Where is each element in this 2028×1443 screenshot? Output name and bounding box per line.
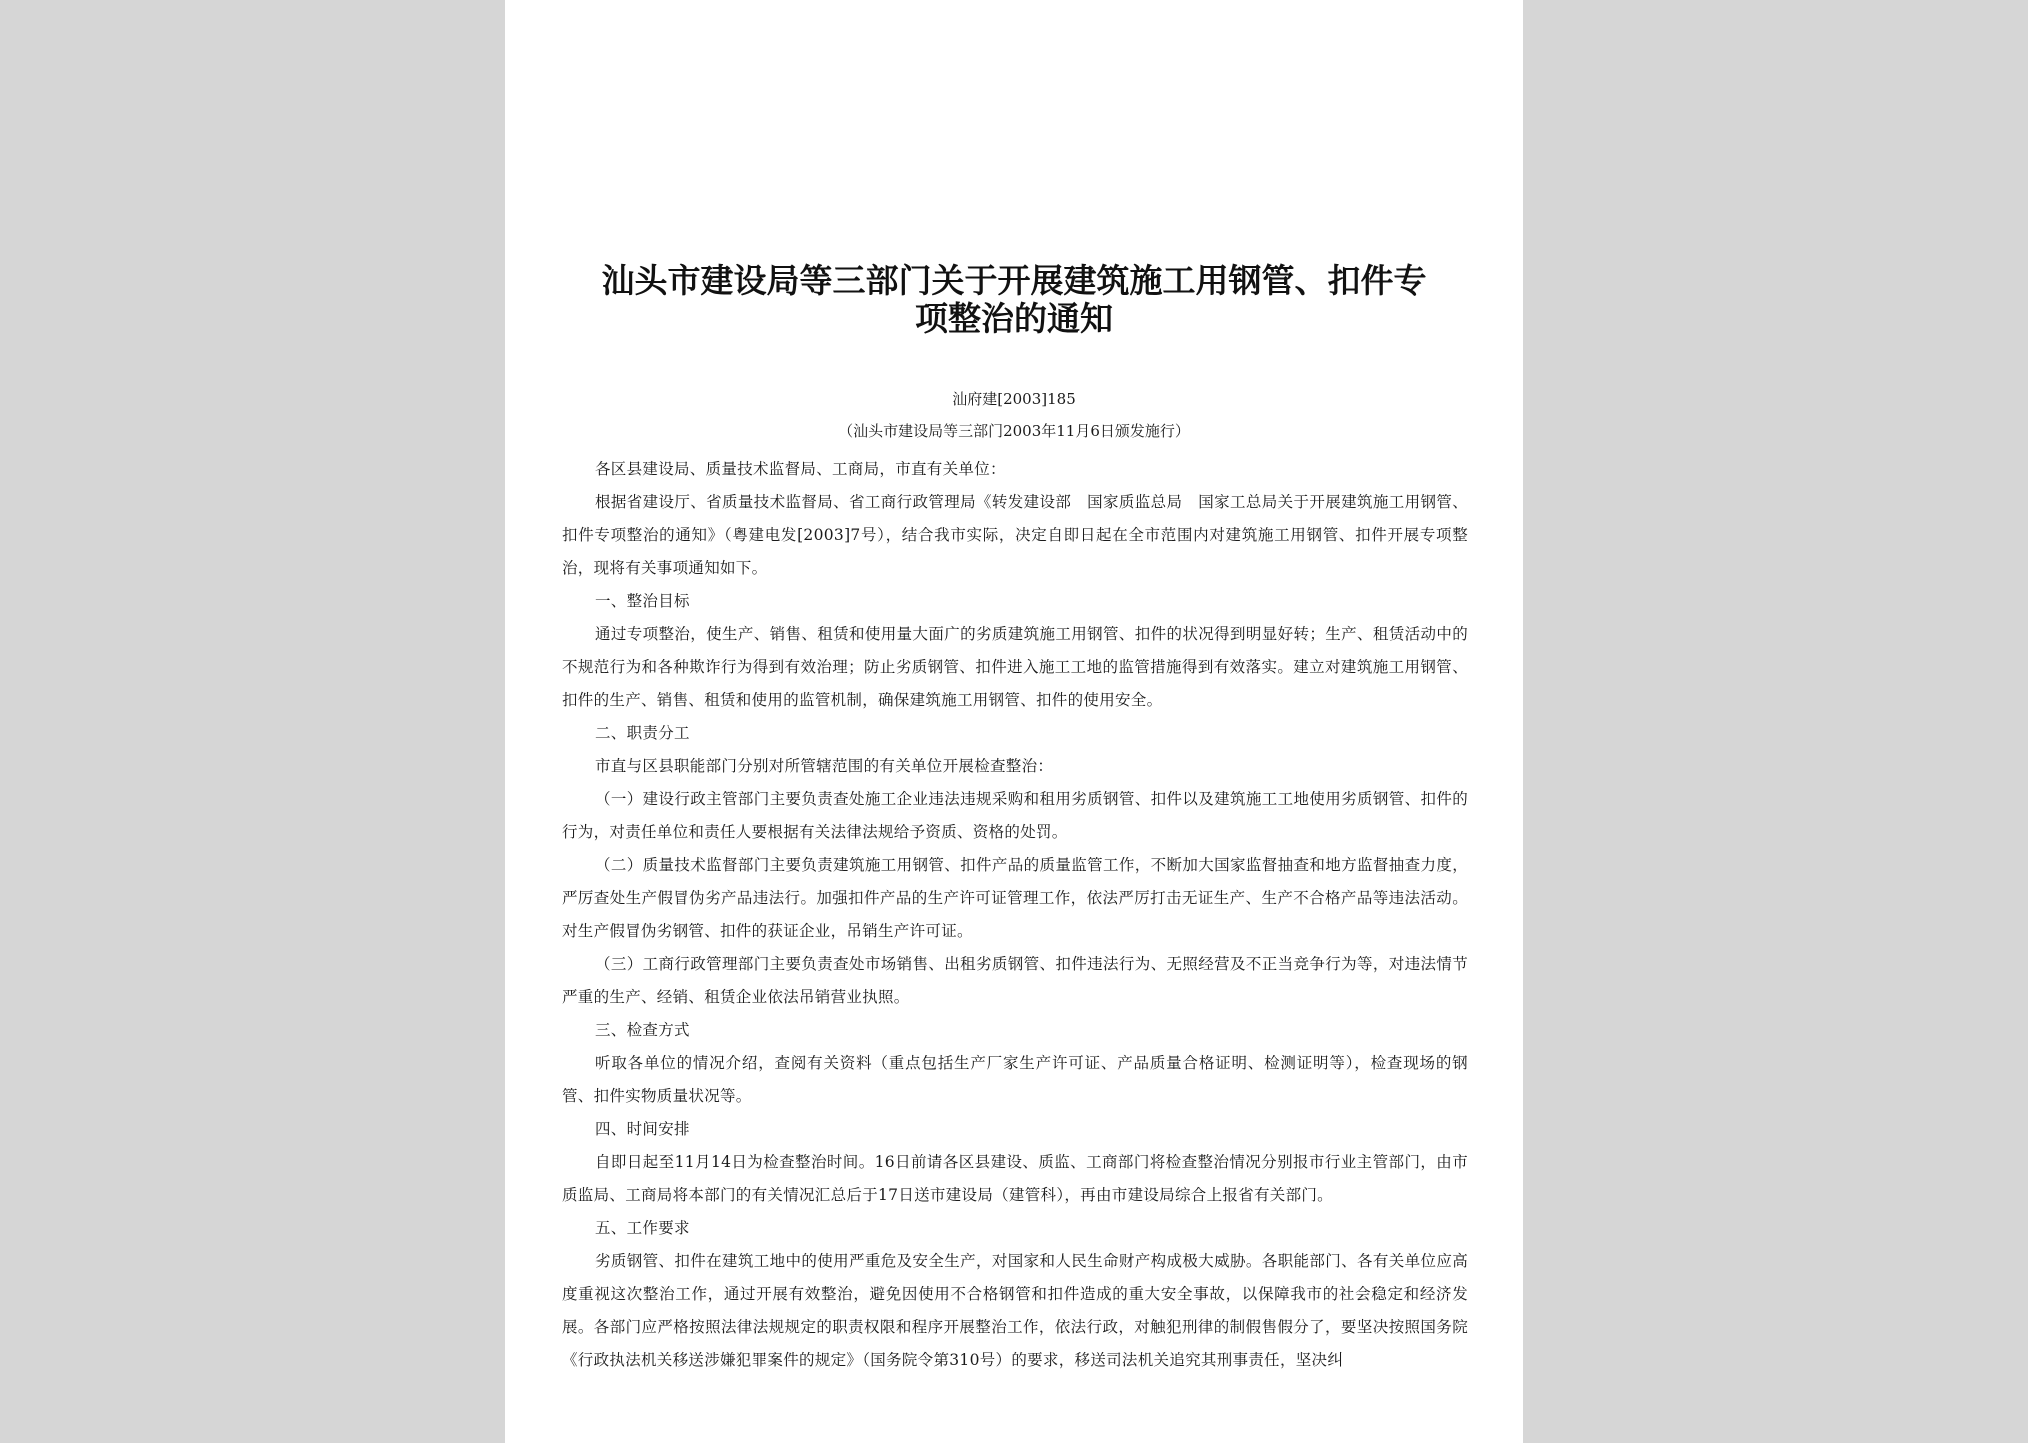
body-paragraph: 根据省建设厅、省质量技术监督局、省工商行政管理局《转发建设部 国家质监总局 国家工总局关于开展建筑施工用钢管、扣件专项整治的通知》（粤建电发[2003]7号），结合我市实际，决定自即日起在全市范围内对建筑施工用钢管、扣件开展专项整治，现将有关事项通知如下。 — [562, 493, 1468, 577]
document-title: 汕头市建设局等三部门关于开展建筑施工用钢管、扣件专项整治的通知 — [601, 261, 1427, 338]
body-paragraph: （三）工商行政管理部门主要负责查处市场销售、出租劣质钢管、扣件违法行为、无照经营及不正当竞争行为等，对违法情节严重的生产、经销、租赁企业依法吊销营业执照。 — [562, 955, 1468, 1006]
section-heading: 五、工作要求 — [595, 1219, 690, 1237]
issue-note: （汕头市建设局等三部门2003年11月6日颁发施行） — [838, 422, 1190, 440]
body-paragraph: （一）建设行政主管部门主要负责查处施工企业违法违规采购和租用劣质钢管、扣件以及建筑施工工地使用劣质钢管、扣件的行为，对责任单位和责任人要根据有关法律法规给予资质、资格的处罚。 — [562, 790, 1468, 841]
body-paragraph: 听取各单位的情况介绍，查阅有关资料（重点包括生产厂家生产许可证、产品质量合格证明、检测证明等），检查现场的钢管、扣件实物质量状况等。 — [562, 1054, 1468, 1105]
section-heading: 二、职责分工 — [595, 724, 690, 742]
body-paragraph: 市直与区县职能部门分别对所管辖范围的有关单位开展检查整治： — [595, 757, 1054, 775]
section-heading: 一、整治目标 — [595, 592, 690, 610]
document-page — [505, 0, 1523, 1443]
body-paragraph: 劣质钢管、扣件在建筑工地中的使用严重危及安全生产，对国家和人民生命财产构成极大威胁。各职能部门、各有关单位应高度重视这次整治工作，通过开展有效整治，避免因使用不合格钢管和扣件造成的重大安全事故，以保障我市的社会稳定和经济发展。各部门应严格按照法律法规规定的职责权限和程序开展整治工作，依法行政，对触犯刑律的制假售假分了，要坚决按照国务院《行政执法机关移送涉嫌犯罪案件的规定》（国务院令第310号）的要求，移送司法机关追究其刑事责任，坚决纠 — [562, 1252, 1468, 1369]
body-paragraph: 自即日起至11月14日为检查整治时间。16日前请各区县建设、质监、工商部门将检查整治情况分别报市行业主管部门，由市质监局、工商局将本部门的有关情况汇总后于17日送市建设局（建管科），再由市建设局综合上报省有关部门。 — [562, 1153, 1468, 1204]
document-number: 汕府建[2003]185 — [952, 390, 1076, 408]
addressee-line: 各区县建设局、质量技术监督局、工商局，市直有关单位： — [595, 460, 1006, 478]
document-body — [562, 453, 1468, 1377]
section-heading: 四、时间安排 — [595, 1120, 690, 1138]
section-heading: 三、检查方式 — [595, 1021, 690, 1039]
body-paragraph: 通过专项整治，使生产、销售、租赁和使用量大面广的劣质建筑施工用钢管、扣件的状况得到明显好转；生产、租赁活动中的不规范行为和各种欺诈行为得到有效治理；防止劣质钢管、扣件进入施工工地的监管措施得到有效落实。建立对建筑施工用钢管、扣件的生产、销售、租赁和使用的监管机制，确保建筑施工用钢管、扣件的使用安全。 — [562, 625, 1468, 709]
body-paragraph: （二）质量技术监督部门主要负责建筑施工用钢管、扣件产品的质量监管工作，不断加大国家监督抽查和地方监督抽查力度，严厉查处生产假冒伪劣产品违法行。加强扣件产品的生产许可证管理工作，依法严厉打击无证生产、生产不合格产品等违法活动。对生产假冒伪劣钢管、扣件的获证企业，吊销生产许可证。 — [562, 856, 1468, 940]
